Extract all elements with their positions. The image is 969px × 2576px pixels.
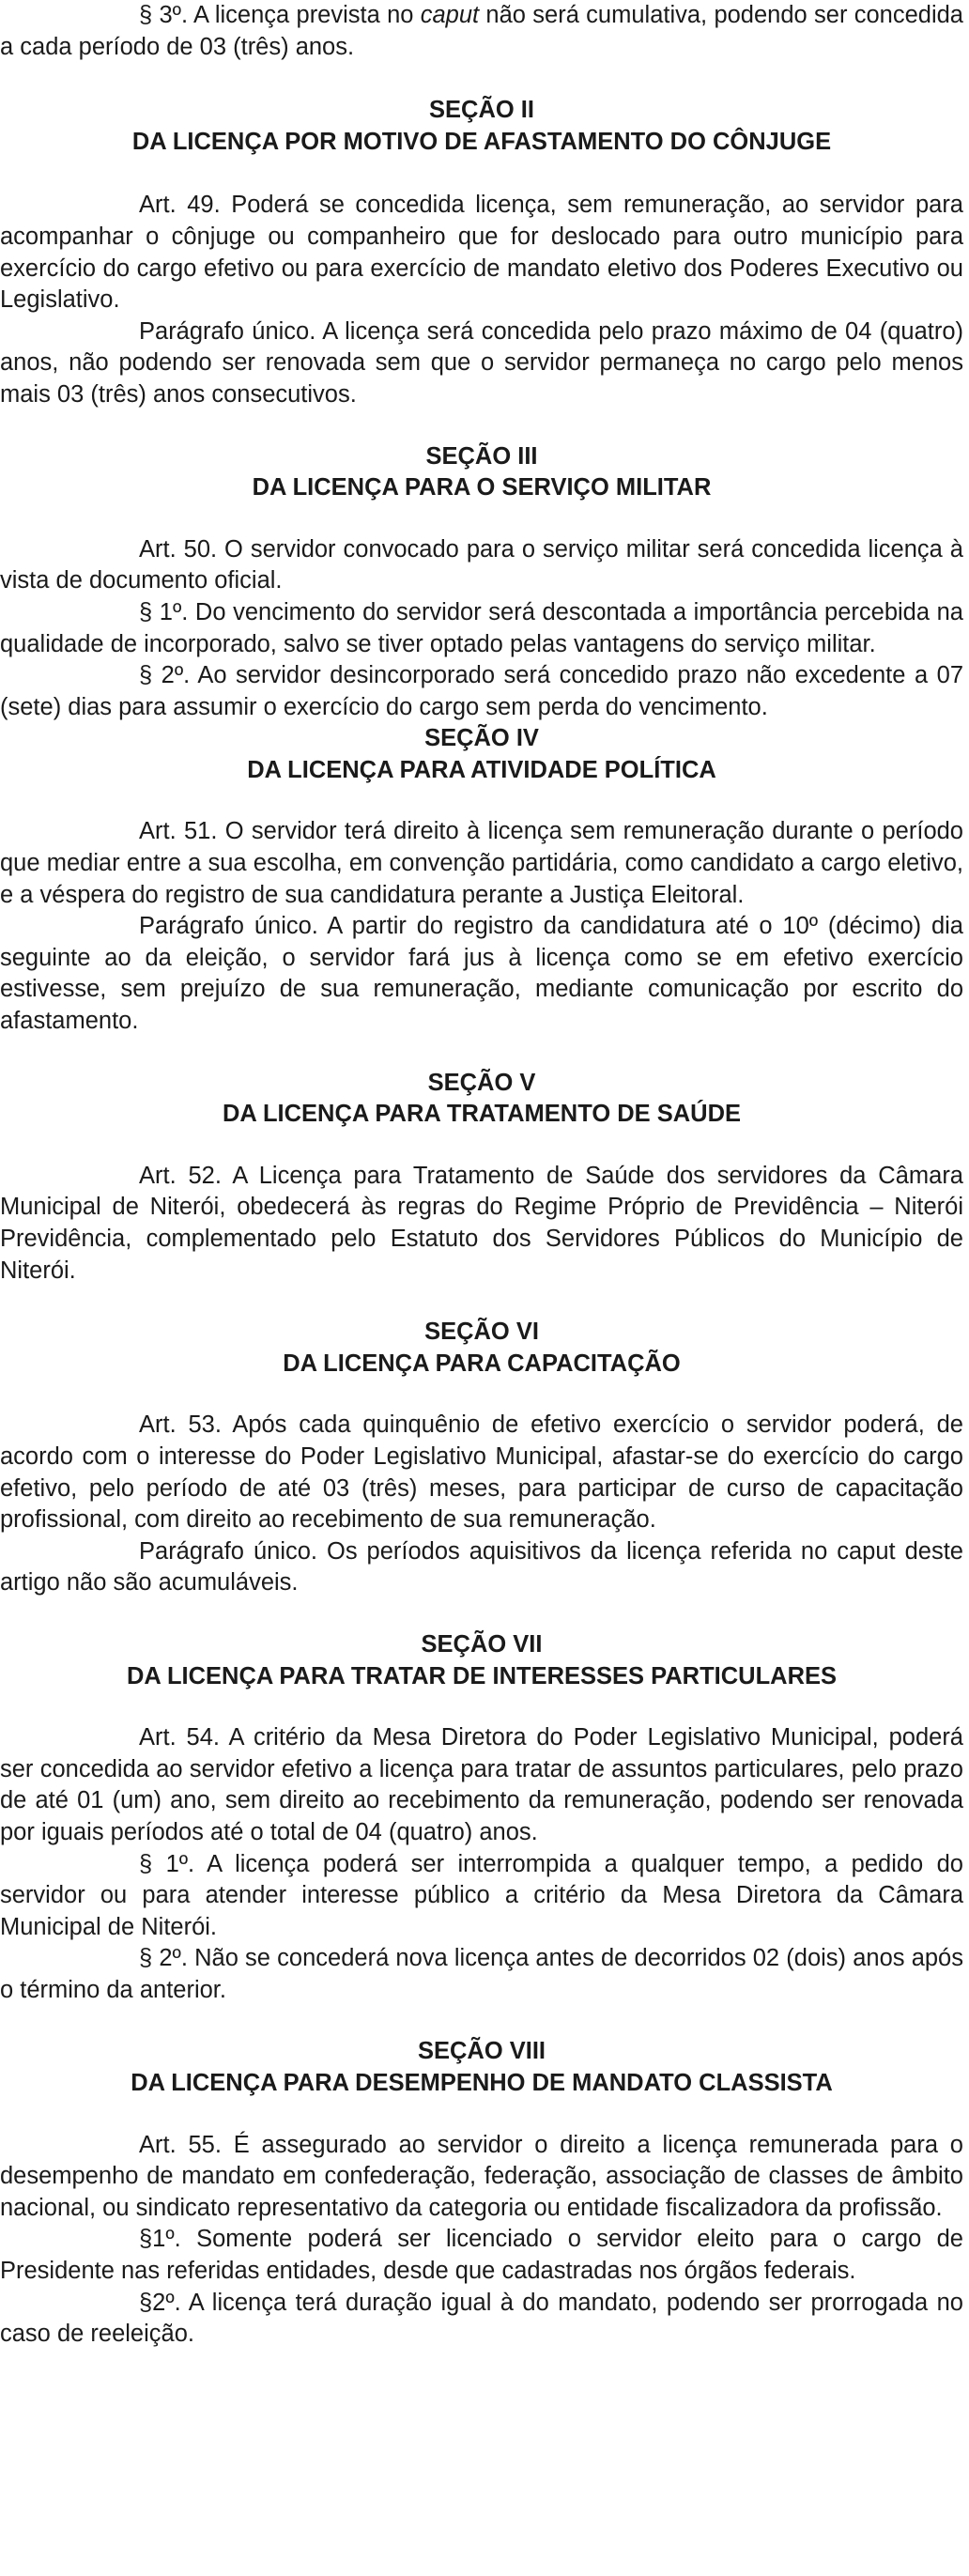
paragraph-text: Parágrafo único. A partir do registro da candidatura até o 10º (décimo) dia seguinte ao da eleição, o servidor fará jus à licença como se em efetivo exercício estivesse, sem prejuízo de sua remuneração, mediante comunicação por escrito do afastamento. [0, 913, 963, 1035]
spacer [0, 504, 963, 534]
section-heading [0, 723, 963, 786]
section-title: DA LICENÇA PARA TRATAR DE INTERESSES PARTICULARES [126, 1662, 838, 1689]
section-number: SEÇÃO III [425, 442, 538, 470]
paragraph-text: não será cumulativa, podendo ser concedida a cada período de 03 (três) anos. [0, 2, 963, 60]
paragraph [0, 316, 963, 411]
section-number: SEÇÃO VII [421, 1630, 543, 1658]
paragraph-text: § 1º. Do vencimento do servidor será descontada a importância percebida na qualidade de incorporado, salvo se tiver optado pelas vantagens do serviço militar. [0, 598, 963, 657]
section-heading [0, 1317, 963, 1380]
paragraph [0, 911, 963, 1037]
spacer [0, 1038, 963, 1068]
paragraph-text: Art. 52. A Licença para Tratamento de Saúde dos servidores da Câmara Municipal de Niterói, obedecerá às regras do Regime Próprio de Previdência – Niterói Previdência, complementado pelo Estatuto dos Servidores Públicos do Município de Niterói. [0, 1162, 963, 1284]
italic-text: caput [420, 2, 480, 28]
paragraph [0, 2288, 963, 2351]
spacer [0, 1380, 963, 1410]
section-title: DA LICENÇA PARA TRATAMENTO DE SAÚDE [222, 1101, 742, 1128]
section-title: DA LICENÇA PARA CAPACITAÇÃO [283, 1350, 681, 1377]
spacer [0, 1287, 963, 1317]
paragraph-text: §2º. A licença terá duração igual à do mandato, podendo ser prorrogada no caso de reeleição. [0, 2289, 963, 2348]
paragraph-text: §1º. Somente poderá ser licenciado o servidor eleito para o cargo de Presidente nas referidas entidades, desde que cadastradas nos órgãos federais. [0, 2226, 963, 2285]
spacer [0, 1599, 963, 1629]
paragraph [0, 0, 963, 63]
spacer [0, 411, 963, 441]
paragraph-text: Art. 53. Após cada quinquênio de efetivo exercício o servidor poderá, de acordo com o interesse do Poder Legislativo Municipal, afastar-se do exercício do cargo efetivo, pelo período de até 03 (três) meses, para participar de curso de capacitação profissional, com direito ao recebimento de sua remuneração. [0, 1411, 963, 1534]
paragraph [0, 534, 963, 597]
paragraph-text: Art. 55. É assegurado ao servidor o direito a licença remunerada para o desempenho de mandato em confederação, federação, associação de classes de âmbito nacional, ou sindicato representativo da categoria ou entidade fiscalizadora da profissão. [0, 2131, 963, 2221]
spacer [0, 1692, 963, 1722]
paragraph-text: Parágrafo único. Os períodos aquisitivos da licença referida no caput deste artigo não são acumuláveis. [0, 1537, 963, 1597]
section-title: DA LICENÇA PARA O SERVIÇO MILITAR [252, 474, 712, 501]
paragraph [0, 1943, 963, 2006]
section-heading [0, 1068, 963, 1131]
section-number: SEÇÃO VI [424, 1319, 539, 1346]
paragraph [0, 660, 963, 723]
section-heading [0, 95, 963, 158]
paragraph-text: Art. 51. O servidor terá direito à licença sem remuneração durante o período que mediar entre a sua escolha, em convenção partidária, como candidato a cargo eletivo, e a véspera do registro de sua candidatura perante a Justiça Eleitoral. [0, 818, 963, 908]
paragraph [0, 2130, 963, 2225]
paragraph-text: § 2º. Não se concederá nova licença antes de decorridos 02 (dois) anos após o término da anterior. [0, 1945, 963, 2003]
paragraph-text: Art. 49. Poderá se concedida licença, sem remuneração, ao servidor para acompanhar o cônjuge ou companheiro que for deslocado para outro município para exercício do cargo efetivo ou para exercício de mandato eletivo dos Poderes Executivo ou Legislativo. [0, 192, 963, 314]
paragraph-text: § 3º. A licença prevista no [139, 2, 421, 28]
paragraph-text: § 2º. Ao servidor desincorporado será concedido prazo não excedente a 07 (sete) dias para assumir o exercício do cargo sem perda do vencimento. [0, 662, 963, 720]
spacer [0, 786, 963, 816]
section-number: SEÇÃO VIII [417, 2038, 546, 2065]
section-title: DA LICENÇA POR MOTIVO DE AFASTAMENTO DO CÔNJUGE [131, 128, 832, 155]
paragraph [0, 597, 963, 660]
section-heading [0, 1629, 963, 1692]
paragraph-text: Art. 54. A critério da Mesa Diretora do Poder Legislativo Municipal, poderá ser concedida ao servidor efetivo a licença para tratar de assuntos particulares, pelo prazo de até 01 (um) ano, sem direito ao recebimento da remuneração, podendo ser renovada por iguais períodos até o total de 04 (quatro) anos. [0, 1724, 963, 1845]
paragraph [0, 190, 963, 316]
spacer [0, 1131, 963, 1161]
section-number: SEÇÃO IV [424, 725, 539, 752]
paragraph [0, 1410, 963, 1535]
paragraph [0, 1161, 963, 1287]
spacer [0, 158, 963, 190]
section-title: DA LICENÇA PARA DESEMPENHO DE MANDATO CLASSISTA [131, 2070, 833, 2097]
section-heading [0, 441, 963, 504]
paragraph-text: Parágrafo único. A licença será concedida pelo prazo máximo de 04 (quatro) anos, não podendo ser renovada sem que o servidor permaneça no cargo pelo menos mais 03 (três) anos consecutivos. [0, 317, 963, 408]
spacer [0, 63, 963, 95]
spacer [0, 2100, 963, 2130]
section-number: SEÇÃO V [427, 1069, 536, 1096]
section-title: DA LICENÇA PARA ATIVIDADE POLÍTICA [247, 756, 716, 783]
paragraph [0, 816, 963, 911]
spacer [0, 2006, 963, 2036]
paragraph [0, 1536, 963, 1599]
paragraph [0, 1849, 963, 1944]
section-heading [0, 2036, 963, 2099]
paragraph-text: § 1º. A licença poderá ser interrompida a qualquer tempo, a pedido do servidor ou para atender interesse público a critério da Mesa Diretora da Câmara Municipal de Niterói. [0, 1850, 963, 1940]
paragraph [0, 1722, 963, 1848]
section-number: SEÇÃO II [429, 97, 534, 124]
paragraph [0, 2224, 963, 2287]
paragraph-text: Art. 50. O servidor convocado para o serviço militar será concedida licença à vista de documento oficial. [0, 535, 963, 594]
